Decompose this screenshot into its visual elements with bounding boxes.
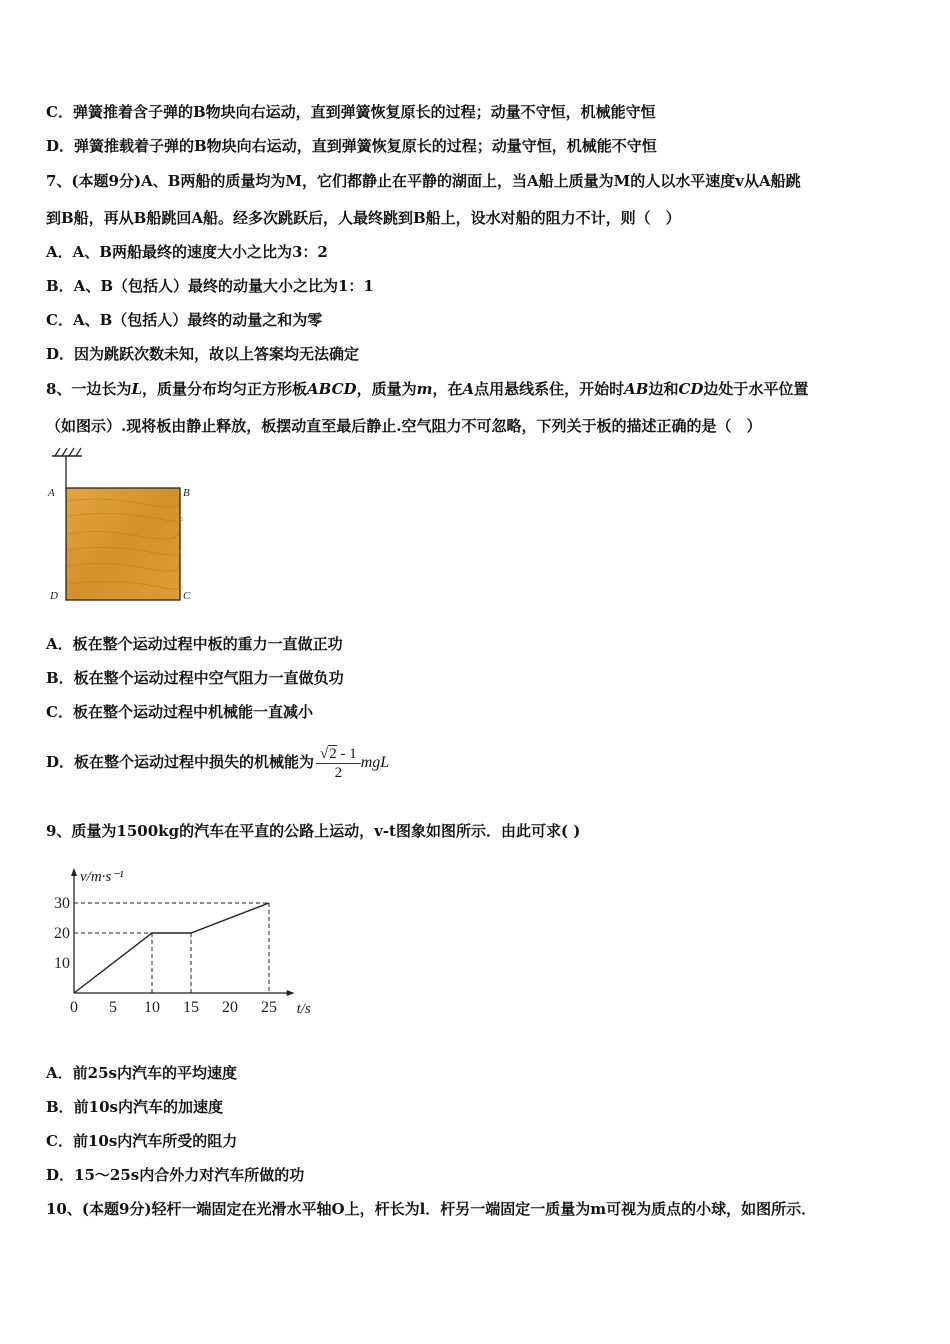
x-axis-label: t/s [296, 1001, 311, 1017]
question-8-line-1: 8、一边长为L，质量分布均匀正方形板ABCD，质量为m，在A点用悬线系住，开始时AB边和CD边处于水平位置 [46, 380, 809, 398]
label-d: D [50, 590, 58, 602]
option-d-prev: D．弹簧推载着子弹的B物块向右运动，直到弹簧恢复原长的过程；动量守恒，机械能不守恒 [46, 137, 657, 155]
square-board [66, 488, 180, 600]
q8-option-c: C．板在整个运动过程中机械能一直减小 [46, 703, 313, 721]
x-tick-label: 25 [261, 999, 277, 1016]
q8-option-b: B．板在整个运动过程中空气阻力一直做负功 [46, 669, 344, 687]
q9-option-a: A．前25s内汽车的平均速度 [46, 1064, 237, 1082]
y-axis-label: v/m·s⁻¹ [80, 869, 124, 885]
q8-option-d: D．板在整个运动过程中损失的机械能为 $\frac{√2 - 1}{2}$ mgL [46, 745, 390, 781]
q7-option-d: D．因为跳跃次数未知，故以上答案均无法确定 [46, 345, 360, 363]
hanging-board-figure [44, 446, 204, 608]
x-tick-label: 5 [109, 999, 117, 1016]
y-axis-arrow [71, 868, 77, 876]
energy-loss-fraction: $\frac{√2 - 1}{2}$ [316, 745, 361, 782]
question-7-line-2: 到B船，再从B船跳回A船。经多次跳跃后，人最终跳到B船上，设水对船的阻力不计，则（ ） [46, 209, 681, 227]
question-10: 10、(本题9分)轻杆一端固定在光滑水平轴O上，杆长为l．杆另一端固定一质量为m可视为质点的小球，如图所示． [46, 1200, 817, 1218]
x-tick-label: 10 [144, 999, 160, 1016]
q7-option-a: A．A、B两船最终的速度大小之比为3：2 [46, 243, 328, 261]
y-tick-label: 20 [54, 925, 70, 942]
velocity-series-line [74, 903, 269, 993]
x-tick-label: 0 [70, 999, 78, 1016]
q7-option-c: C．A、B（包括人）最终的动量之和为零 [46, 311, 323, 329]
y-tick-label: 10 [54, 955, 70, 972]
x-axis-arrow [287, 990, 295, 996]
q8-option-a: A．板在整个运动过程中板的重力一直做正功 [46, 635, 343, 653]
label-b: B [183, 487, 190, 499]
q9-option-c: C．前10s内汽车所受的阻力 [46, 1132, 238, 1150]
question-9: 9、质量为1500kg的汽车在平直的公路上运动，v-t图象如图所示．由此可求( ) [46, 822, 581, 840]
x-tick-label: 15 [183, 999, 199, 1016]
option-c-prev: C．弹簧推着含子弹的B物块向右运动，直到弹簧恢复原长的过程；动量不守恒，机械能守恒 [46, 103, 656, 121]
q9-option-b: B．前10s内汽车的加速度 [46, 1098, 223, 1116]
label-c: C [183, 590, 191, 602]
ceiling-support [52, 448, 82, 456]
q7-option-b: B．A、B（包括人）最终的动量大小之比为1：1 [46, 277, 374, 295]
x-tick-label: 20 [222, 999, 238, 1016]
y-tick-label: 30 [54, 895, 70, 912]
q9-option-d: D．15～25s内合外力对汽车所做的功 [46, 1166, 305, 1184]
label-a: A [48, 487, 55, 499]
question-8-line-2: （如图示）.现将板由静止释放，板摆动直至最后静止.空气阻力不可忽略，下列关于板的描述正确的是（ ） [46, 417, 762, 435]
question-7-line-1: 7、(本题9分)A、B两船的质量均为M，它们都静止在平静的湖面上，当A船上质量为M的人以水平速度v从A船跳 [46, 172, 801, 190]
v-t-chart [40, 860, 320, 1020]
